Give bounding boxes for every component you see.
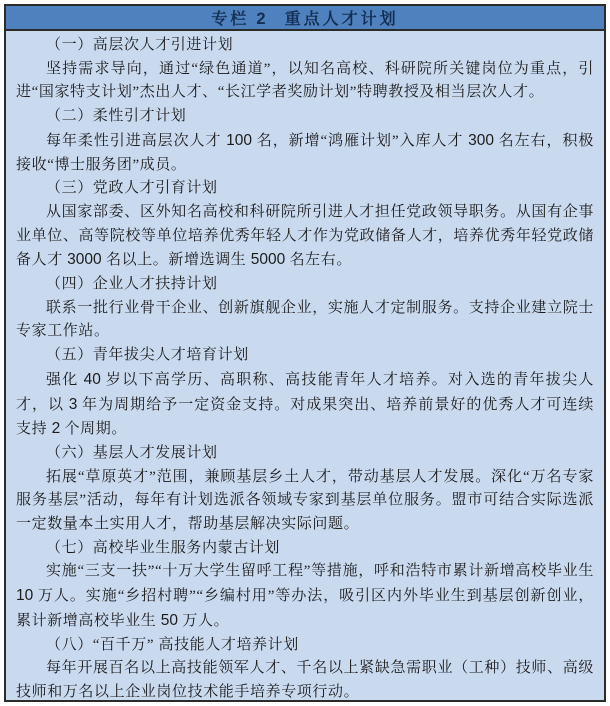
section-4-paragraph: 联系一批行业骨干企业、创新旗舰企业，实施人才定制服务。支持企业建立院士专家工作站。 bbox=[16, 299, 594, 340]
section-1-paragraph: 坚持需求导向，通过“绿色通道”，以知名高校、科研院所关键岗位为重点，引进“国家特支计划”杰出人才、“长江学者奖励计划”特聘教授及相当层次人才。 bbox=[16, 60, 594, 101]
panel-header-bar bbox=[6, 6, 604, 31]
section-6-paragraph: 拓展“草原英才”范围，兼顾基层乡土人才，带动基层人才发展。深化“万名专家服务基层”活动，每年有计划选派各领域专家到基层单位服务。盟市可结合实际选派一定数量本土实用人才，帮助基层解决实际问题。 bbox=[16, 468, 594, 533]
section-3-paragraph: 从国家部委、区外知名高校和科研院所引进人才担任党政领导职务。从国有企事业单位、高等院校等单位培养优秀年轻人才作为党政储备人才，培养优秀年轻党政储备人才 3000 名以上。新增选调生 5000 名左右。 bbox=[16, 203, 594, 269]
talent-plan-panel bbox=[4, 4, 606, 702]
section-2-paragraph: 每年柔性引进高层次人才 100 名，新增“鸿雁计划”入库人才 300 名左右，积极接收“博士服务团”成员。 bbox=[16, 131, 595, 173]
section-6-heading: （六）基层人才发展计划 bbox=[46, 444, 218, 461]
panel-body bbox=[6, 31, 604, 700]
section-8-heading: （八）“百千万” 高技能人才培养计划 bbox=[46, 636, 299, 653]
section-7-paragraph: 实施“三支一扶”“十万大学生留呼工程”等措施，呼和浩特市累计新增高校毕业生 10 万人。实施“乡招村聘”“乡编村用”等办法，吸引区内外毕业生到基层创新创业，累计新增高校毕业生 50 万人。 bbox=[16, 563, 594, 629]
section-4-heading: （四）企业人才扶持计划 bbox=[46, 276, 218, 293]
panel-title: 专栏 2 重点人才计划 bbox=[211, 10, 399, 28]
section-7-heading: （七）高校毕业生服务内蒙古计划 bbox=[46, 539, 281, 556]
section-2-heading: （二）柔性引才计划 bbox=[46, 108, 187, 125]
section-1-heading: （一）高层次人才引进计划 bbox=[46, 37, 234, 53]
section-8-paragraph: 每年开展百名以上高技能领军人才、千名以上紧缺急需职业（工种）技师、高级技师和万名以上企业岗位技术能手培养专项行动。 bbox=[16, 660, 594, 700]
section-5-paragraph: 强化 40 岁以下高学历、高职称、高技能青年人才培养。对入选的青年拔尖人才，以 3 年为周期给予一定资金支持。对成果突出、培养前景好的优秀人才可连续支持 2 个周期。 bbox=[16, 370, 594, 438]
section-5-heading: （五）青年拔尖人才培育计划 bbox=[46, 347, 249, 364]
section-3-heading: （三）党政人才引育计划 bbox=[46, 180, 218, 197]
